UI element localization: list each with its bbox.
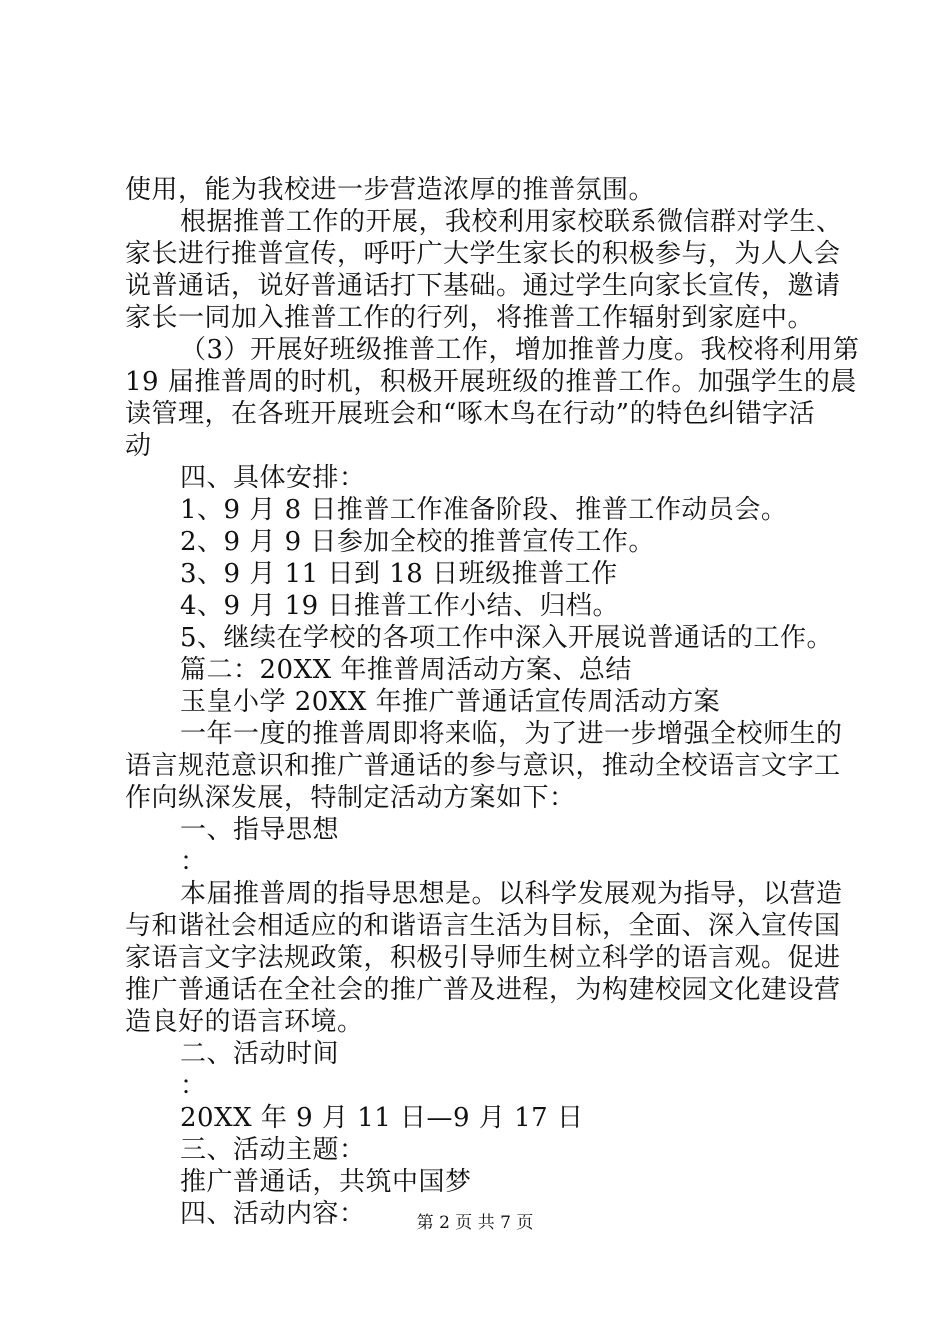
paragraph-line: ： bbox=[180, 1071, 207, 1101]
paragraph-line: 推广普通话，共筑中国梦 bbox=[180, 1167, 472, 1197]
section-heading: 篇二：20XX 年推普周活动方案、总结 bbox=[180, 655, 632, 685]
list-item: 1、9 月 8 日推普工作准备阶段、推普工作动员会。 bbox=[180, 495, 788, 525]
paragraph-line: 推广普通话在全社会的推广普及进程，为构建校园文化建设营 bbox=[125, 975, 841, 1005]
section-heading: 三、活动主题： bbox=[180, 1135, 366, 1165]
paragraph-line: 作向纵深发展，特制定活动方案如下： bbox=[125, 783, 576, 813]
paragraph-line: ： bbox=[180, 847, 207, 877]
paragraph-line: 本届推普周的指导思想是。以科学发展观为指导，以营造 bbox=[180, 879, 843, 909]
section-heading: 四、具体安排： bbox=[180, 463, 366, 493]
paragraph-line: 家语言文字法规政策，积极引导师生树立科学的语言观。促进 bbox=[125, 943, 841, 973]
section-heading: 二、活动时间 bbox=[180, 1039, 340, 1069]
paragraph-line: （3）开展好班级推普工作，增加推普力度。我校将利用第 bbox=[180, 335, 860, 365]
paragraph-line: 20XX 年 9 月 11 日—9 月 17 日 bbox=[180, 1103, 584, 1133]
list-item: 3、9 月 11 日到 18 日班级推普工作 bbox=[180, 559, 618, 589]
section-heading: 四、活动内容： bbox=[180, 1199, 366, 1229]
list-item: 2、9 月 9 日参加全校的推普宣传工作。 bbox=[180, 527, 655, 557]
paragraph-line: 家长一同加入推普工作的行列，将推普工作辐射到家庭中。 bbox=[125, 303, 815, 333]
list-item: 5、继续在学校的各项工作中深入开展说普通话的工作。 bbox=[180, 623, 834, 653]
paragraph-line: 说普通话，说好普通话打下基础。通过学生向家长宣传，邀请 bbox=[125, 271, 841, 301]
paragraph-line: 与和谐社会相适应的和谐语言生活为目标，全面、深入宣传国 bbox=[125, 911, 841, 941]
document-title: 玉皇小学 20XX 年推广普通话宣传周活动方案 bbox=[180, 687, 721, 717]
paragraph-line: 动 bbox=[125, 431, 152, 461]
paragraph-line: 读管理，在各班开展班会和“啄木鸟在行动”的特色纠错字活 bbox=[125, 399, 816, 429]
list-item: 4、9 月 19 日推普工作小结、归档。 bbox=[180, 591, 619, 621]
paragraph-line: 家长进行推普宣传，呼吁广大学生家长的积极参与，为人人会 bbox=[125, 239, 841, 269]
paragraph-line: 语言规范意识和推广普通话的参与意识，推动全校语言文字工 bbox=[125, 751, 841, 781]
paragraph-line: 19 届推普周的时机，积极开展班级的推普工作。加强学生的晨 bbox=[125, 367, 857, 397]
paragraph-line: 一年一度的推普周即将来临，为了进一步增强全校师生的 bbox=[180, 719, 843, 749]
paragraph-line: 使用，能为我校进一步营造浓厚的推普氛围。 bbox=[125, 175, 656, 205]
paragraph-line: 造良好的语言环境。 bbox=[125, 1007, 364, 1037]
paragraph-line: 根据推普工作的开展，我校利用家校联系微信群对学生、 bbox=[180, 207, 843, 237]
section-heading: 一、指导思想 bbox=[180, 815, 340, 845]
page-number: 第 2 页 共 7 页 bbox=[416, 1213, 534, 1233]
